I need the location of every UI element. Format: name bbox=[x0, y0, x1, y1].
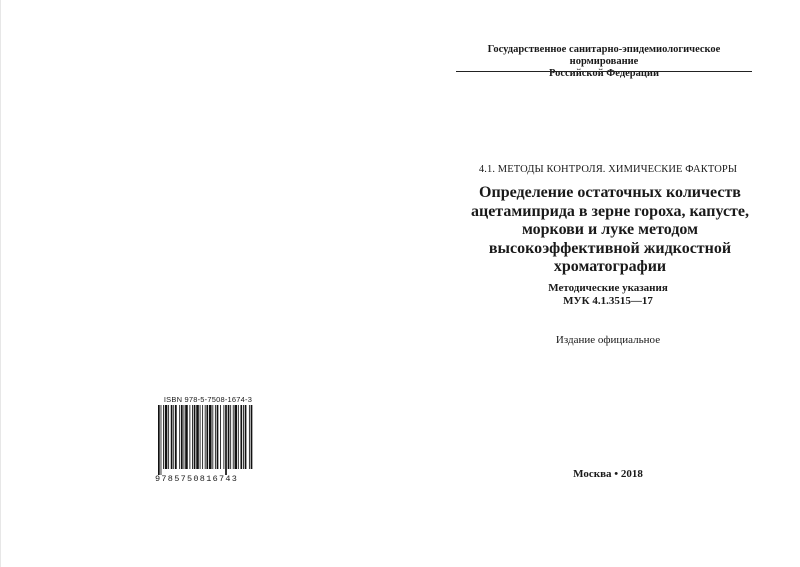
header-divider bbox=[456, 71, 752, 72]
title-line-5: хроматографии bbox=[553, 258, 667, 275]
barcode-bar bbox=[196, 405, 199, 469]
barcode-bar bbox=[251, 405, 253, 469]
barcode-bar bbox=[184, 405, 185, 469]
barcode-digits: 9785750816743 bbox=[155, 474, 239, 484]
document-title bbox=[440, 184, 780, 277]
isbn-label: ISBN 978-5-7508-1674-3 bbox=[163, 395, 253, 404]
title-line-4: высокоэффективной жидкостной bbox=[488, 239, 732, 257]
barcode-bar bbox=[158, 405, 160, 475]
title-line-1: Определение остаточных количеств bbox=[479, 184, 741, 201]
barcode-bar bbox=[223, 405, 224, 469]
barcode-bar bbox=[165, 405, 168, 469]
barcode-bar bbox=[235, 405, 238, 469]
barcode-bar bbox=[179, 405, 180, 469]
barcode-bar bbox=[249, 405, 250, 469]
barcode-bar bbox=[215, 405, 216, 469]
subtitle-line-1: Методические указания bbox=[548, 282, 668, 294]
document-subtitle bbox=[456, 282, 760, 307]
barcode-bar bbox=[202, 405, 203, 469]
barcode-bar bbox=[220, 405, 221, 469]
barcode-bar bbox=[209, 405, 212, 469]
barcode-bar bbox=[243, 405, 244, 469]
section-heading: 4.1. МЕТОДЫ КОНТРОЛЯ. ХИМИЧЕСКИЕ ФАКТОРЫ bbox=[478, 164, 738, 175]
publisher-header bbox=[456, 44, 752, 80]
barcode-bar bbox=[245, 405, 247, 469]
barcode-bar bbox=[233, 405, 234, 469]
barcode-bar bbox=[212, 405, 213, 469]
barcode-bar bbox=[171, 405, 173, 469]
barcode-bar bbox=[206, 405, 208, 469]
barcode-bar bbox=[194, 405, 196, 469]
barcode-bar bbox=[161, 405, 162, 475]
barcode-bar bbox=[228, 405, 230, 469]
edition-note: Издание официальное bbox=[555, 334, 661, 346]
header-line-1: Государственное санитарно-эпидемиологическое нормирование bbox=[487, 44, 721, 67]
barcode-bar bbox=[173, 405, 174, 469]
header-line-2: Российской Федерации bbox=[548, 68, 660, 79]
imprint-city-year: Москва • 2018 bbox=[573, 468, 643, 480]
barcode-image bbox=[157, 405, 253, 475]
barcode-bar bbox=[240, 405, 242, 469]
barcode-bar bbox=[192, 405, 193, 469]
barcode-bar bbox=[217, 405, 219, 469]
barcode-bar bbox=[175, 405, 177, 469]
barcode-bar bbox=[163, 405, 164, 469]
barcode-bar bbox=[189, 405, 190, 469]
barcode-bar bbox=[205, 405, 206, 469]
barcode-bar bbox=[238, 405, 239, 469]
subtitle-line-2: МУК 4.1.3515—17 bbox=[563, 294, 653, 307]
barcode-bar bbox=[225, 405, 227, 475]
barcode-bar bbox=[168, 405, 169, 469]
barcode-bar bbox=[200, 405, 201, 469]
barcode-bar bbox=[230, 405, 231, 469]
title-line-2: ацетамиприда в зерне гороха, капусте, bbox=[470, 202, 750, 220]
barcode-bar bbox=[181, 405, 183, 469]
title-line-3: моркови и луке методом bbox=[521, 221, 699, 238]
barcode-bar bbox=[185, 405, 188, 469]
